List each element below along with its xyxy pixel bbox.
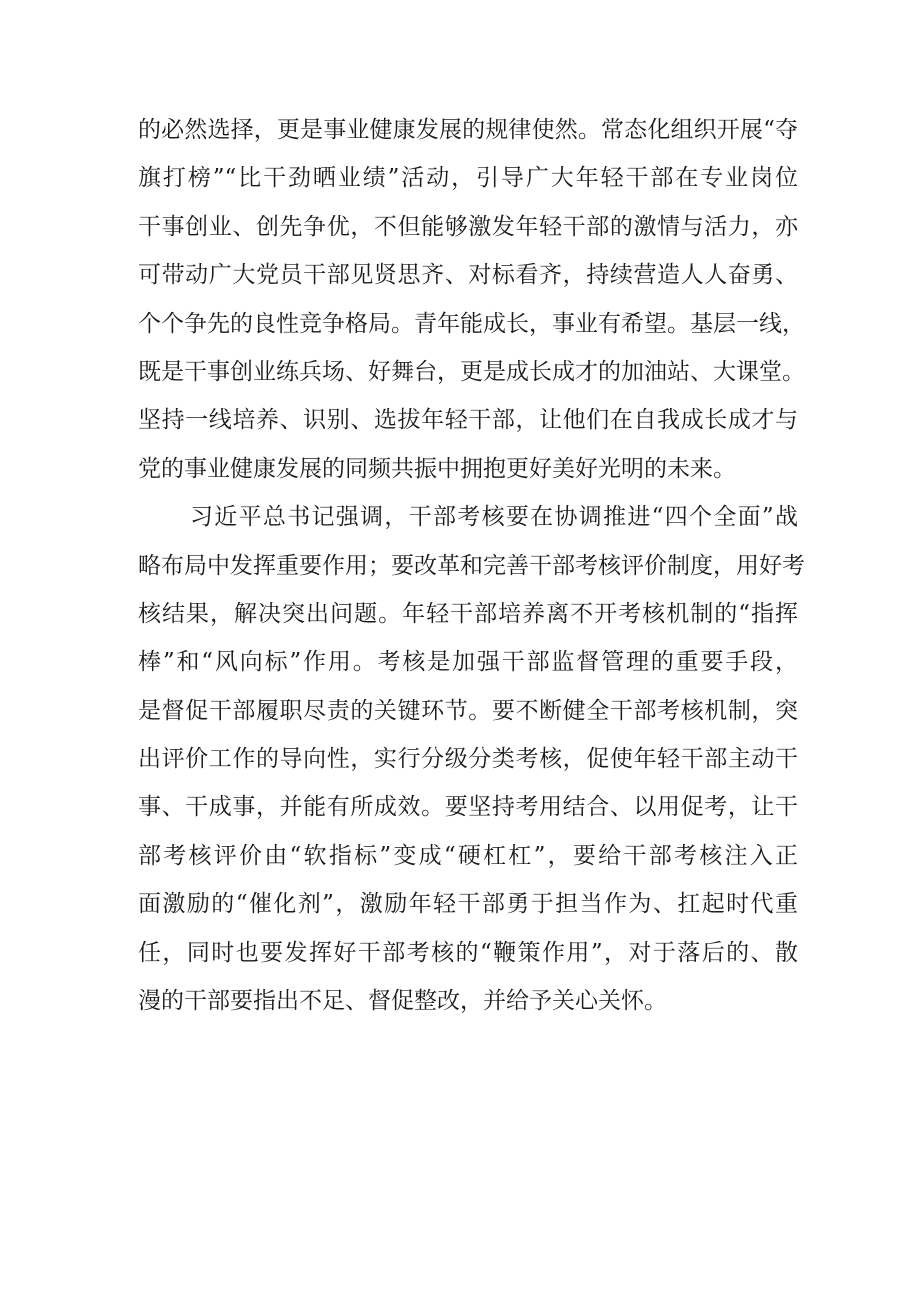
text-line: 既是干事创业练兵场、好舞台，更是成长成才的加油站、大课堂。 [138, 358, 805, 385]
text-line: 干事创业、创先争优，不但能够激发年轻干部的激情与活力，亦 [138, 213, 798, 240]
text-line: 核结果，解决突出问题。年轻干部培养离不开考核机制的“指挥 [138, 600, 798, 627]
text-line: 党的事业健康发展的同频共振中拥抱更好美好光明的未来。 [138, 455, 736, 482]
text-line: 是督促干部履职尽责的关键环节。要不断健全干部考核机制，突 [138, 697, 798, 724]
text-line: 个个争先的良性竞争格局。青年能成长，事业有希望。基层一线， [138, 310, 805, 337]
text-line: 面激励的“催化剂”，激励年轻干部勇于担当作为、扛起时代重 [138, 891, 798, 918]
text-line: 略布局中发挥重要作用；要改革和完善干部考核评价制度，用好考 [138, 552, 805, 579]
paragraph-2 [138, 493, 805, 1025]
text-line: 习近平总书记强调，干部考核要在协调推进“四个全面”战 [190, 504, 798, 531]
paragraph-1 [138, 106, 805, 493]
text-line: 坚持一线培养、识别、选拔年轻干部，让他们在自我成长成才与 [138, 407, 798, 434]
text-line: 部考核评价由“软指标”变成“硬杠杠”，要给干部考核注入正 [138, 842, 798, 869]
text-line: 漫的干部要指出不足、督促整改，并给予关心关怀。 [138, 988, 667, 1015]
text-line: 旗打榜”“比干劲晒业绩”活动，引导广大年轻干部在专业岗位 [138, 165, 798, 192]
text-line: 的必然选择，更是事业健康发展的规律使然。常态化组织开展“夺 [138, 117, 798, 143]
text-line: 出评价工作的导向性，实行分级分类考核，促使年轻干部主动干 [138, 746, 798, 773]
text-line: 可带动广大党员干部见贤思齐、对标看齐，持续营造人人奋勇、 [138, 262, 798, 289]
text-line: 棒”和“风向标”作用。考核是加强干部监督管理的重要手段， [138, 649, 798, 676]
body-text [138, 106, 805, 1025]
text-line: 事、干成事，并能有所成效。要坚持考用结合、以用促考，让干 [138, 794, 798, 821]
text-line: 任，同时也要发挥好干部考核的“鞭策作用”，对于落后的、散 [138, 939, 798, 966]
